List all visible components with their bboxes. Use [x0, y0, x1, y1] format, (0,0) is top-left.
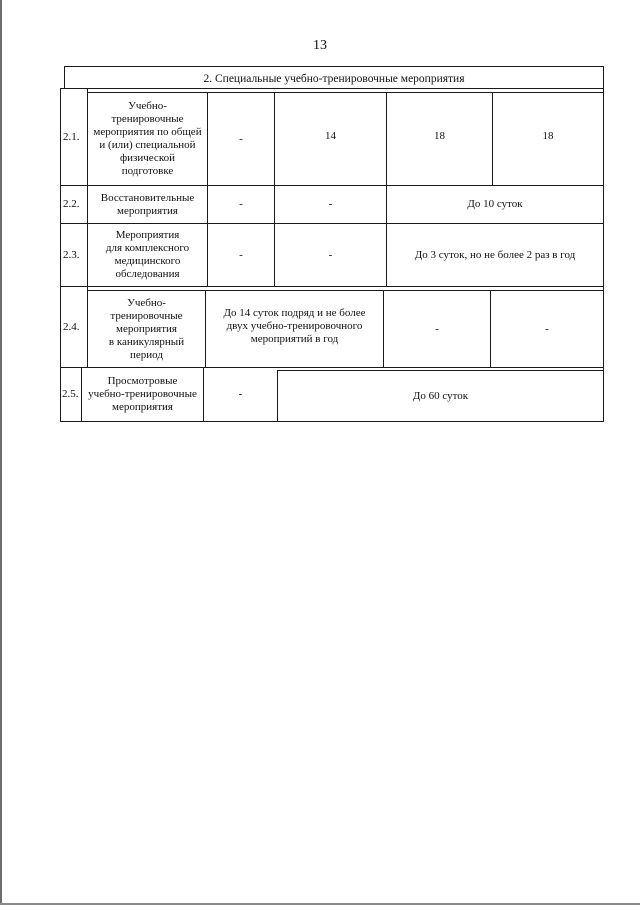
page-number: 13: [313, 38, 327, 53]
row-number: 2.4.: [63, 320, 80, 333]
row-value-stage-4: 18: [542, 129, 554, 142]
row-value-merged: До 14 суток подряд и не более двух учебно-тренировочного мероприятий в год: [223, 306, 366, 345]
row-value-stage-3: -: [435, 322, 439, 335]
section-header: 2. Специальные учебно-тренировочные мероприятия: [203, 72, 465, 85]
row-value-stage-2: 14: [325, 129, 336, 142]
row-name: Восстановительные мероприятия: [100, 191, 195, 217]
row-value-stage-2: -: [328, 248, 333, 261]
row-value-stage-2: -: [328, 198, 333, 210]
row-value-stage-1: -: [239, 248, 243, 261]
row-value-stage-3: 18: [434, 129, 445, 142]
row-name: Учебно- тренировочные мероприятия в каникулярный период: [108, 296, 185, 361]
row-number: 2.1.: [63, 130, 80, 143]
row-value-stage-4: -: [545, 322, 549, 335]
row-number: 2.2.: [63, 198, 80, 210]
scan-edge-left: [0, 0, 2, 905]
row-value-stage-1: -: [238, 388, 243, 400]
row-name: Просмотровые учебно-тренировочные мероприятия: [88, 375, 197, 413]
training-events-table: [60, 66, 604, 422]
row-number: 2.3.: [63, 248, 80, 261]
row-name: Мероприятия для комплексного медицинского обследования: [105, 229, 190, 280]
row-value-merged: До 10 суток: [467, 198, 523, 210]
row-number: 2.5.: [62, 388, 79, 400]
row-value-merged: До 60 суток: [412, 389, 469, 402]
row-value-stage-1: -: [239, 198, 243, 210]
row-name: Учебно- тренировочные мероприятия по общей и (или) специальной физической подготовке: [93, 100, 202, 177]
row-value-stage-1: -: [239, 132, 243, 145]
row-value-merged: До 3 суток, но не более 2 раз в год: [414, 248, 576, 261]
